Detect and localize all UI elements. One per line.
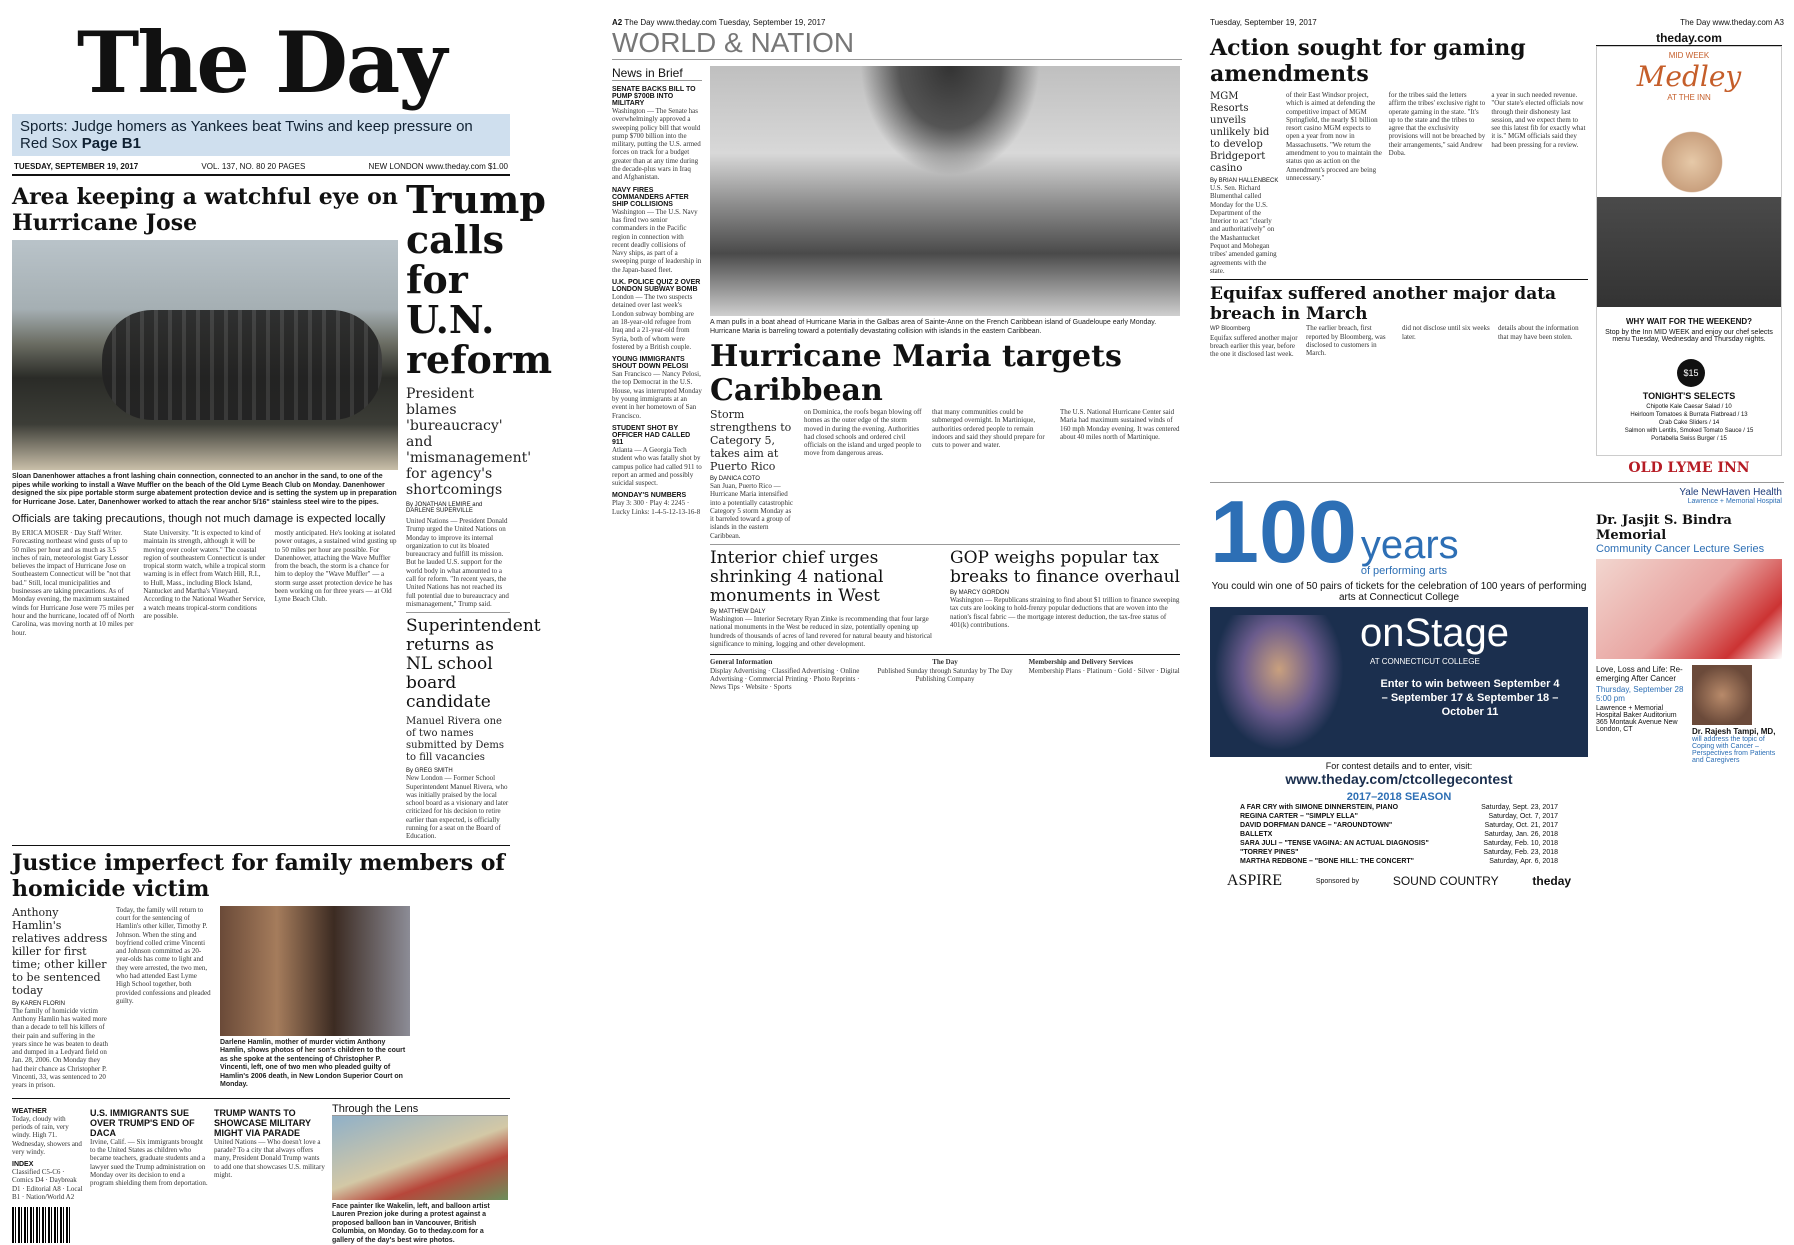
dancers-photo — [1214, 615, 1344, 751]
season-item — [1240, 821, 1558, 830]
contest-text: For contest details and to enter, visit: — [1325, 761, 1473, 771]
yale-sub: Lawrence + Memorial Hospital — [1687, 498, 1782, 505]
menu-item: Chipotle Kale Caesar Salad / 10 — [1646, 404, 1732, 410]
p2-header-text: The Day www.theday.com Tuesday, September 19, 2017 — [624, 18, 826, 27]
medley-top: MID WEEK — [1668, 51, 1710, 60]
brief-5[interactable]: STUDENT SHOT BY OFFICER HAD CALLED 911 — [612, 424, 691, 446]
gop-headline[interactable]: GOP weighs popular tax breaks to finance overhaul — [950, 548, 1180, 588]
yale-logo — [1596, 487, 1782, 505]
dateline — [12, 156, 510, 176]
season-item — [1240, 848, 1558, 857]
season-item — [1240, 803, 1558, 812]
super-deck: Manuel Rivera one of two names submitted by Dems to fill vacancies — [406, 716, 504, 764]
maria-body-2: on Dominica, the roofs began blowing off homes as the outer edge of the storm moved in during the evening. Authorities had closed schools and ordered civil officials on the island and urged people to move from dangerous areas. — [804, 408, 922, 458]
trump-byline: By JONATHAN LEMIRE and DARLENE SUPERVILLE — [406, 502, 483, 514]
brief-5-body: Atlanta — A Georgia Tech student who was fatally shot by campus police had called 911 to report an armed and possibly suicidal suspect. — [612, 445, 702, 488]
season-item-date: Saturday, Sept. 23, 2017 — [1481, 804, 1558, 811]
local-page — [1210, 18, 1784, 1168]
brief-4[interactable]: YOUNG IMMIGRANTS SHOUT DOWN PELOSI — [612, 356, 689, 371]
justice-photo-caption: Darlene Hamlin, mother of murder victim Anthony Hamlin, shows photos of her son's children to the court as she spoke at the sentencing of Christopher P. Vincenti, left, one of two men who pleaded guilty of Hamlin's 2006 death, in New London Superior Court on Monday. — [220, 1038, 406, 1089]
equifax-body-1: WP Bloomberg Equifax suffered another major breach earlier this year, before the one it disclosed last week. — [1210, 326, 1298, 359]
brief-parade-body: United Nations — Who doesn't love a parade? To a city that always offers many, President Donald Trump wants to add one that showcases U.S. military might. — [214, 1137, 325, 1179]
lead-headline[interactable]: Area keeping a watchful eye on Hurricane Jose — [12, 184, 398, 236]
weather-text: Today, cloudy with periods of rain, very windy. High 71. Wednesday, showers and very windy. — [12, 1114, 82, 1156]
p3-date: Tuesday, September 19, 2017 — [1210, 18, 1317, 27]
season-item-name: REGINA CARTER – "SIMPLY ELLA" — [1240, 813, 1359, 820]
weather-label: WEATHER — [12, 1107, 47, 1115]
sponsored-by: Sponsored by — [1315, 877, 1360, 885]
bindra-sub: Community Cancer Lecture Series — [1596, 543, 1765, 555]
season-item-name: MARTHA REDBONE – "BONE HILL: THE CONCERT" — [1240, 858, 1414, 865]
maria-deck: Storm strengthens to Category 5, takes aim at Puerto Rico — [710, 408, 792, 473]
super-byline: By GREG SMITH — [406, 768, 453, 775]
bindra-loc: Lawrence + Memorial Hospital Baker Auditorium 365 Montauk Avenue New London, CT — [1596, 705, 1678, 733]
general-info-title: General Information — [710, 658, 773, 667]
win-line: You could win one of 50 pairs of tickets for the celebration of 100 years of performing arts at Connecticut College — [1211, 581, 1587, 603]
season-item — [1240, 830, 1558, 839]
gop-body: Washington — Republicans straining to find about $1 trillion to finance sweeping tax cuts are looking to hold-frenzy popular deductions that are woven into the nation's fiscal fabric — the mortgage interest deduction, the tax-free status of 401(k) contributions. — [950, 596, 1180, 629]
speaker-photo — [1692, 665, 1752, 725]
barcode — [12, 1207, 72, 1243]
brief-3-body: London — The two suspects detained over last week's London subway bombing are an 18-year-old refugee from Iraq and a 21-year-old from Syria, both of whom were fostered by a British couple. — [612, 293, 694, 351]
years-100: 100 — [1210, 482, 1357, 581]
season-item — [1240, 812, 1558, 821]
index-list: Classified C5-C6 · Comics D4 · Daybreak D1 · Editorial A8 · Local B1 · Nation/World A2 — [12, 1168, 83, 1202]
season-item-date: Saturday, Oct. 21, 2017 — [1484, 822, 1558, 829]
equifax-body-3: did not disclose until six weeks later. — [1402, 324, 1490, 341]
chef-photo — [1657, 127, 1727, 197]
season-item-name: A FAR CRY with SIMONE DINNERSTEIN, PIANO — [1240, 804, 1399, 811]
sponsor-row — [1210, 872, 1588, 890]
gaming-body-4: a year in such needed revenue. "Our state's elected officials now through their dishonesty last session, and we expect them to see this latest fib for exactly what it is." MGM officials said they had been pressing for a review. — [1491, 91, 1586, 149]
general-info: General Information Display Advertising · Classified Advertising · Online Advertising · Commercial Printing · Photo Reprints · News Tips · Website · Sports — [710, 658, 860, 692]
super-body: New London — Former School Superintendent Manuel Rivera, who was initially praised by the local school board as a visionary and later criticized for his decision to retire earlier than expected, is officially running for a seat on the Board of Education. — [406, 774, 509, 841]
season-item — [1240, 839, 1558, 848]
gaming-body-2: of their East Windsor project, which is aimed at defending the competitive impact of MGM Springfield, the nearly $1 billion resort casino MGM expects to open a year from now in Massachusetts. "We return the amendment to you to maintain the status quo as action on the Amendment's proceed are being unnecessary." — [1286, 91, 1382, 182]
years-ad[interactable] — [1210, 482, 1784, 890]
season-item-date: Saturday, Feb. 23, 2018 — [1483, 849, 1558, 856]
lead-photo — [12, 240, 398, 470]
gaming-byline: By BRIAN HALLENBECK — [1210, 178, 1279, 184]
section-title: WORLD & NATION — [612, 27, 1182, 60]
brief-6[interactable]: MONDAY'S NUMBERS — [612, 492, 687, 500]
season-item-name: SARA JULI – "TENSE VAGINA: AN ACTUAL DIAGNOSIS" — [1240, 840, 1429, 847]
ad-price-badge — [1677, 359, 1705, 387]
ad-weekend: WHY WAIT FOR THE WEEKEND? — [1625, 317, 1753, 326]
p3-header — [1210, 18, 1784, 27]
enter-text: Enter to win between September 4 – September 17 & September 18 – October 11 — [1380, 678, 1560, 718]
season-item-name: "TORREY PINES" — [1240, 849, 1299, 856]
interior-headline[interactable]: Interior chief urges shrinking 4 national monuments in West — [710, 548, 884, 607]
p3-header-right: The Day www.theday.com A3 — [1680, 18, 1784, 27]
years-logo — [1210, 482, 1588, 581]
justice-byline: By KAREN FLORIN — [12, 1000, 66, 1007]
lead-body-col2: State University. "It is expected to kind of maintain its strength, although it will be moving over cooler waters." The coastal region of southeastern Connecticut is under tropical storm watch, while a tropical storm warning is in effect from Watch Hill, R.I., to Hull, Mass., including Block Island, Nantucket and Martha's Vineyard. According to the National Weather Service, a watch means tropical-storm conditions are possible. — [143, 529, 266, 620]
world-nation-page — [612, 18, 1182, 1168]
years-sub: of performing arts — [1360, 565, 1448, 577]
medley-logo — [1601, 51, 1777, 102]
contest-url[interactable]: www.theday.com/ctcollegecontest — [1285, 771, 1513, 787]
palm-graphic — [860, 66, 1040, 176]
medley-title: Medley — [1636, 60, 1742, 93]
bindra-event: Love, Loss and Life: Re-emerging After Cancer — [1596, 665, 1683, 683]
season-item-date: Saturday, Jan. 26, 2018 — [1484, 831, 1558, 838]
brief-6-body: Play 3: 300 · Play 4: 2245 · Lucky Links: 1-4-5-12-13-16-8 — [612, 499, 701, 516]
menu-item: Heirloom Tomatoes & Burrata Flatbread / 13 — [1630, 412, 1748, 418]
gaming-headline[interactable]: Action sought for gaming amendments — [1210, 35, 1526, 87]
season-item — [1240, 857, 1558, 866]
trump-body: United Nations — President Donald Trump urged the United Nations on Monday to improve its internal organization to cut its bloated bureaucracy and fulfill its mission. But he lauded U.S. support for the world body in what amounted to a call for reform. "In recent years, the United Nations has not reached its full potential due to bureaucracy and mismanagement," Trump said. — [406, 517, 509, 608]
medley-ad[interactable] — [1596, 46, 1782, 456]
masthead — [12, 13, 510, 112]
front-page — [12, 13, 553, 1244]
masthead-title: The Day — [76, 13, 446, 112]
pipes-graphic — [102, 310, 382, 420]
menu-item: Crab Cake Sliders / 14 — [1658, 420, 1720, 426]
years-word: years — [1360, 523, 1459, 567]
justice-body-col2: Today, the family will return to court for the sentencing of Hamlin's other killer, Timothy P. Johnson. When the sting and boyfriend colled crime Vincenti and Johnson committed as 20-year-olds has come to light and they were arrested, the two men, who had attended East Lyme High School together, both provided confessions and pleaded guilty. — [116, 905, 211, 1005]
equifax-headline[interactable]: Equifax suffered another major data breach in March — [1210, 284, 1557, 325]
onstage-sub: AT CONNECTICUT COLLEGE — [1370, 657, 1480, 666]
sponsor-aspire: ASPIRE — [1226, 872, 1283, 889]
justice-photo — [220, 906, 410, 1036]
brief-3[interactable]: U.K. POLICE QUIZ 2 OVER LONDON SUBWAY BOMB — [612, 279, 701, 294]
bindra-photo — [1596, 559, 1782, 659]
sports-teaser-text: Sports: Judge homers as Yankees beat Twins and keep pressure on Red Sox — [20, 118, 473, 152]
season-item-date: Saturday, Oct. 7, 2017 — [1488, 813, 1558, 820]
p2-page-num: A2 — [612, 18, 623, 27]
brief-daca-head[interactable]: U.S. IMMIGRANTS SUE OVER TRUMP'S END OF DACA — [90, 1107, 195, 1138]
brief-parade-head[interactable]: TRUMP WANTS TO SHOWCASE MILITARY MIGHT VIA PARADE — [214, 1107, 311, 1138]
gaming-body-1: U.S. Sen. Richard Blumenthal called Monday for the U.S. Department of the Interior to act "clearly and authoritatively" on the Mashantucket Pequot and Mohegan tribes' amended gaming agreements with the state. — [1210, 184, 1277, 275]
maria-body-3: that many communities could be submerged overnight. In Martinique, authorities ordered people to remain indoors and said they should prepare for cuts to power and water. — [932, 408, 1045, 450]
ad-menu — [1601, 403, 1777, 443]
lens-label: Through the Lens — [332, 1103, 508, 1116]
lead-body-col3: mostly anticipated. He's looking at isolated power outages, a sustained wind gusting up to 50 miles per hour are possible. For Danenhower, attaching the Wave Muffler from the beach, the storm is a chance for him to deploy the "Wave Muffler" — a storm surge asset protection device he has been working on for three years — at Old Lyme Beach Club. — [274, 529, 397, 604]
gop-byline: By MARCY GORDON — [950, 590, 1009, 597]
season-title: 2017–2018 SEASON — [1346, 791, 1452, 803]
justice-headline[interactable]: Justice imperfect for family members of homicide victim — [12, 849, 505, 902]
season-item-name: BALLETX — [1240, 831, 1273, 838]
justice-body-col1: The family of homicide victim Anthony Hamlin has waited more than a decade to tell his killers of their pain and suffering in the years since he was beaten to death and dumped in a Ledyard field on Jan. 28, 2006. On Monday they had their chance as Christopher P. Vincenti, 33, was sentenced to 20 years in prison. — [12, 1006, 109, 1090]
brief-2-body: Washington — The U.S. Navy has fired two senior commanders in the Pacific region in connection with recent deadly collisions of Navy ships, as part of a sweeping purge of leadership in the Japan-based fleet. — [612, 207, 702, 274]
gaming-body-3: for the tribes said the letters affirm the tribes' exclusive right to operate gaming in the state. "It's up to the state and the tribes to agree that the exclusivity provisions will not be breached by their arrangements," said Andrew Doba. — [1388, 91, 1486, 158]
lens-caption: Face painter Ike Wakelin, left, and balloon artist Lauren Prezion joke during a protest against a proposed balloon ban in Vancouver, British Columbia, on Monday. Go to theday.com for a gallery of the day's best wire photos. — [332, 1202, 490, 1244]
gaming-deck: MGM Resorts unveils unlikely bid to develop Bridgeport casino — [1210, 91, 1270, 174]
membership-info: Membership and Delivery Services Membership Plans · Platinum · Gold · Silver · Digital — [1028, 658, 1180, 675]
issue-volume: VOL. 137, NO. 80 20 PAGES — [201, 162, 306, 171]
maria-photo — [710, 66, 1180, 316]
season-item-name: DAVID DORFMAN DANCE – "AROUNDTOWN" — [1240, 822, 1393, 829]
lens-photo — [332, 1116, 508, 1200]
interior-body: Washington — Interior Secretary Ryan Zinke is recommending that four large national monuments in the West be reduced in size, potentially opening up hundreds of thousands of acres of land revered for natural beauty and historical significance to mining, logging and other development. — [710, 615, 932, 648]
ad-weekend-sub: Stop by the Inn MID WEEK and enjoy our chef selects menu Tuesday, Wednesday and Thursday nights. — [1605, 329, 1773, 343]
equifax-body-2: The earlier breach, first reported by Bloomberg, was disclosed to customers in March. — [1306, 324, 1386, 358]
menu-item: Salmon with Lentils, Smoked Tomato Sauce / 15 — [1624, 428, 1754, 434]
theday-info: The Day Published Sunday through Saturday by The Day Publishing Company — [877, 658, 1013, 683]
bindra-topic: will address the topic of Coping with Cancer – Perspectives from Patients and Caregivers — [1692, 736, 1776, 764]
lead-photo-caption: Sloan Danenhower attaches a front lashing chain connection, connected to an anchor in the sand, to one of the pipes while working to install a Wave Muffler on the beach of the Old Lyme Beach Club on Monday. Danenhower designed the six pipe portable storm surge abatement protection device and is setting the system up in preparation for Hurricane Jose. Later, Danenhower worked to attach the rear anchor 5/16" stainless steel wire to the pipes. — [12, 473, 397, 506]
brief-1-body: Washington — The Senate has overwhelmingly approved a sweeping policy bill that would pump $700 billion into the military, putting the U.S. armed forces on track for a budget greater than at any time during the decade-plus wars in Iraq and Afghanistan. — [612, 107, 701, 182]
sponsor-sound: SOUND COUNTRY — [1392, 874, 1499, 888]
bindra-head: Dr. Jasjit S. Bindra Memorial — [1596, 513, 1732, 543]
equifax-byline: WP Bloomberg — [1210, 326, 1251, 333]
lead-subhead: Officials are taking precautions, though not much damage is expected locally — [12, 513, 386, 525]
maria-byline: By DANICA COTO — [710, 476, 760, 482]
sponsor-theday: theday — [1532, 874, 1572, 888]
old-lyme-inn-logo[interactable]: OLD LYME INN — [1628, 460, 1750, 476]
brief-1[interactable]: SENATE BACKS BILL TO PUMP $700B INTO MILITARY — [612, 86, 696, 107]
issue-date: TUESDAY, SEPTEMBER 19, 2017 — [14, 162, 139, 171]
maria-body-1: San Juan, Puerto Rico — Hurricane Maria intensified into a potentially catastrophic Category 5 storm Monday as it barreled toward a group of islands in the eastern Caribbean. — [710, 482, 794, 540]
maria-photo-caption: A man pulls in a boat ahead of Hurricane Maria in the Galbas area of Sainte-Anne on the French Caribbean island of Guadeloupe early Monday. Hurricane Maria is barreling toward a potentially devastating collision with islands in the eastern Caribbean. — [710, 319, 1157, 335]
p2-header — [612, 18, 1182, 27]
trump-deck: President blames 'bureaucracy' and 'mismanagement' for agency's shortcomings — [406, 386, 532, 498]
index-label: INDEX — [12, 1161, 34, 1169]
super-headline[interactable]: Superintendent returns as NL school board candidate — [406, 616, 541, 713]
maria-body-4: The U.S. National Hurricane Center said Maria had maximum sustained winds of 160 mph Monday evening. It was centered about 40 miles north of Martinique. — [1060, 408, 1180, 441]
sports-teaser-page: Page B1 — [81, 135, 141, 152]
bindra-date: Thursday, September 28 5:00 pm — [1596, 685, 1684, 703]
onstage-title: onStage — [1360, 611, 1510, 655]
brief-4-body: San Francisco — Nancy Pelosi, the top Democrat in the U.S. House, was interrupted Monday by young immigrants at an event in her hometown of San Francisco. — [612, 370, 702, 420]
yale-name: Yale NewHaven Health — [1679, 487, 1782, 498]
trump-headline[interactable]: Trump calls for U.N. reform — [406, 177, 553, 382]
ad-site-label[interactable]: theday.com — [1596, 31, 1782, 46]
interior-byline: By MATTHEW DALY — [710, 609, 766, 616]
ad-price: $15 — [1683, 368, 1699, 378]
maria-headline[interactable]: Hurricane Maria targets Caribbean — [710, 339, 1122, 408]
brief-title: News in Brief — [612, 66, 702, 81]
season-item-date: Saturday, Apr. 6, 2018 — [1489, 858, 1558, 865]
season-list — [1210, 803, 1588, 866]
justice-deck: Anthony Hamlin's relatives address killer for first time; other killer to be sentenced today — [12, 905, 108, 997]
medley-bot: AT THE INN — [1667, 93, 1711, 102]
issue-location: NEW LONDON www.theday.com $1.00 — [368, 162, 508, 171]
season-item-date: Saturday, Feb. 10, 2018 — [1483, 840, 1558, 847]
membership-title: Membership and Delivery Services — [1028, 658, 1134, 667]
sports-teaser[interactable] — [12, 114, 510, 156]
lead-body-col1: By ERICA MOSER · Day Staff Writer. Forecasting northeast wind gusts of up to 50 miles per hour and as much as 3.5 inches of rain, meteorologist Gary Lessor believes the impact of Hurricane Jose on Southeastern Connecticut will be "not that bad." Still, local municipalities and businesses are taking precautions. As of Monday evening, the maximum sustained winds for Hurricane Jose were 75 miles per hour and the hurricane, located off of North Carolina, was moving north at 10 miles per hour. — [12, 529, 135, 637]
ad-selects: TONIGHT'S SELECTS — [1642, 391, 1736, 401]
onstage-block — [1210, 607, 1588, 757]
brief-daca-body: Irvine, Calif. — Six immigrants brought to the United States as children who became teachers, graduate students and a lawyer sued the Trump administration on Monday over its decision to end a program shielding them from deportation. — [90, 1137, 208, 1188]
bindra-speaker: Dr. Rajesh Tampi, MD, — [1692, 727, 1776, 736]
brief-2[interactable]: NAVY FIRES COMMANDERS AFTER SHIP COLLISIONS — [612, 186, 689, 208]
menu-item: Portabella Swiss Burger / 15 — [1651, 436, 1727, 442]
equifax-body-4: details about the information that may have been stolen. — [1498, 324, 1579, 341]
